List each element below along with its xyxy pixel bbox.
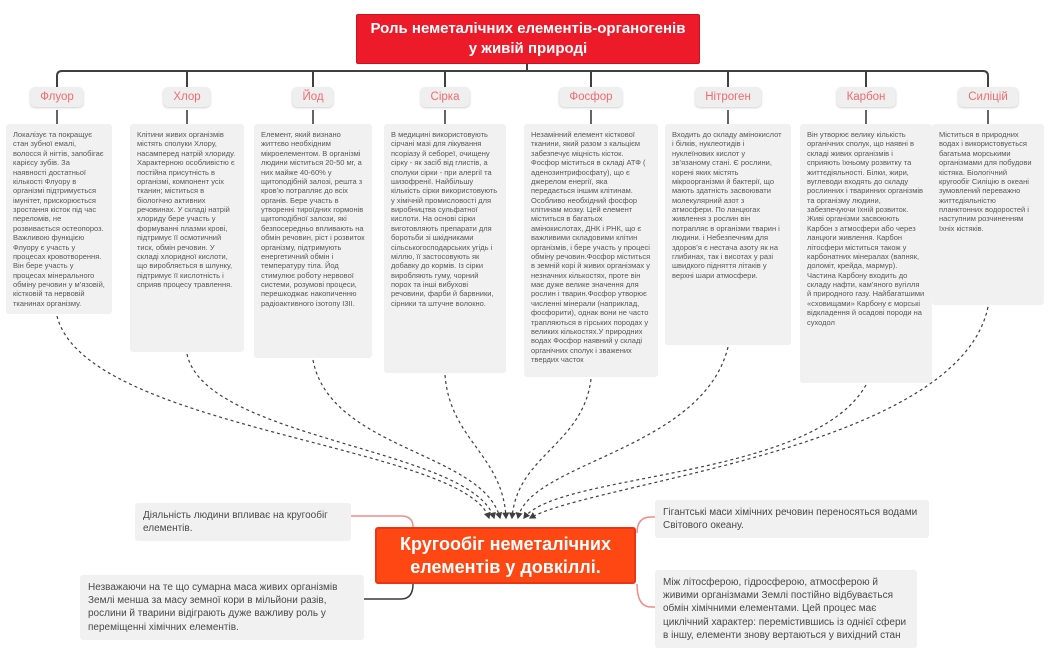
- element-chip-sulfur[interactable]: Сірка: [421, 87, 470, 107]
- note-biomass-role[interactable]: Незважаючи на те що сумарна маса живих організмів Землі менша за масу земної кори в мільйони разів, рослини й тварини відіграють дуже важливу роль у переміщенні хімічних елементів.: [80, 575, 364, 640]
- arrow-iodine: [313, 360, 500, 518]
- element-chip-phosphorus[interactable]: Фосфор: [559, 87, 622, 107]
- element-chip-nitrogen[interactable]: Нітроген: [695, 87, 761, 107]
- element-desc-silicon[interactable]: Міститься в природних водах і використовується багатьма морськими організмами для побудови кістяка. Біологічний кругообіг Силіцію в океані зумовлений переважно життєдіяльністю планктонних водоростей і наступним розчиненням їхніх кістяків.: [932, 124, 1044, 305]
- connector-spheres-exchange: [637, 584, 655, 607]
- central-topic-node[interactable]: [375, 527, 636, 584]
- element-chip-chlorine[interactable]: Хлор: [163, 87, 210, 107]
- element-chip-iodine[interactable]: Йод: [292, 87, 333, 107]
- connector-human-impact: [351, 516, 413, 527]
- element-desc-chlorine[interactable]: Клітини живих організмів містять сполуки Хлору, насамперед натрій хлориду. Характерною особливістю є постійна присутність в організмі, компонент усіх тканин; міститься в біологічно активних речовинах. У складі натрій хлориду бере участь у формуванні плазми крові, підтримує її осмотичний тиск, обмін речовин. У складі хлоридної кислоти, що виробляється в шлунку, підтримує її кислотність і сприяв процесу травлення.: [130, 124, 244, 352]
- chip-stubs: [57, 110, 988, 124]
- tree-connector: [57, 63, 988, 87]
- element-chip-silicon[interactable]: Силіцій: [958, 87, 1018, 107]
- element-desc-nitrogen[interactable]: Входить до складу амінокислот і білків, нуклеотидів і нуклеїнових кислот у зв’язаному стані. Є рослини, корені яких містять мікроорганізми й бактерії, що мають здатність засвоювати молекулярний азот з атмосфери. По ланцюгах живлення з рослин він потрапляє в організми тварин і людини. і Небезпечним для здоров’я є нестача азоту як на глибинах, так і висотах у разі швидкого підняття літаків у верхні шари атмосфери.: [665, 124, 791, 345]
- arrow-chlorine: [187, 354, 494, 518]
- connector-ocean-masses: [637, 517, 655, 533]
- element-desc-phosphorus[interactable]: Незамінний елемент кісткової тканини, який разом з кальцієм забезпечує міцність кісток. Фосфор міститься в складі АТФ ( аденозинтрифосфату), що є джерелом енергії, яка передається іншим клітинам. Особливо необхідний фосфор клітинам мозку. Цей елемент міститься в багатьох амінокислотах, ДНК і РНК, що є важливими складовими клітин організмів, і бере участь у процесі обміну речовин.Фосфор міститься в земній корі й живих організмах у незначних кількостях, проте він має дуже велике значення для рослин і тварин.Фосфор утворює численні мінерали (наприклад, фосфорити), однак вони не часто трапляються в гірських породах у великих кількостях.У природних водах Фосфор наявний у складі органічних сполук і зважених твердих часток: [524, 124, 658, 377]
- note-ocean-masses[interactable]: Гігантські маси хімічних речовин переносяться водами Світового океану.: [655, 500, 929, 538]
- element-desc-carbon[interactable]: Він утворює велику кількість органічних сполук, що наявні в складі живих організмів і сприяють їхньому розвитку та життєдіяльності. Білки, жири, вуглеводи входять до складу рослинних і тваринних організмів та організму людини, забезпечуючи їхній розвиток. Живі організми засвоюють Карбон з атмосфери або через ланцюги живлення. Карбон літосфери міститься також у карбонатних мінералах (вапняк, доломіт, крейда, мармур). Частина Карбону входить до складу нафти, кам’яного вугілля й природного газу. Найбагатшими «сховищами» Карбону є морські відкладення й осадові породи на суходол: [800, 124, 932, 383]
- element-desc-fluorine[interactable]: Локалізує та покращує стан зубної емалі, волосся й нігтів, запобігає карієсу зубів. За наявності достатньої кількості Флуору в організмі підтримується імунітет, прискорюється зростання кісток під час переломів, не розвивається остеопороз. Важливою функцією Флуору є участь у процесах кровотворення. Він бере участь у процесах мінерального обміну речовин у м’язовій, кістковій та нервовій тканинах організму.: [6, 124, 112, 314]
- element-desc-iodine[interactable]: Елемент, який визнано життєво необхідним мікроелементом. В організмі людини міститься 20-50 мг, а них майже 40-60% у щитоподібній залозі, решта з кров’ю потрапляє до всіх органів. Бере участь в утворенні тироїдних гормонів щитоподібної залози, які безпосередньо впливають на обмін речовин, ріст і розвиток організму, підтримують енергетичний обмін і температуру тіла. Йод стимулює роботу нервової системи, розумові процеси, перешкоджає накопиченню радіоактивного ізотопу І3ІІ.: [254, 124, 372, 358]
- element-desc-sulfur[interactable]: В медицині використовують сірчані мазі для лікування псоріазу й себореї, очищену сірку - як засіб від глистів, а сполуки сірки - при алергії та шизофренії. Найбільшу кількість сірки використовують у хімічній промисловості для виробництва сульфатної кислоти. На основі сірки виготовляють препарати для боротьби зі шкідниками сільськогосподарських угідь і міллю, її застосовують як добавку до кормів. Із сірки виробляють гуму, чорний порох та інші вибухові речовини, фарби й барвники, сірники та штучне волокно.: [384, 124, 506, 373]
- main-topic-node[interactable]: [356, 14, 700, 64]
- arrow-carbon: [524, 385, 866, 518]
- main-topic-label: Роль неметалічних елементів-органогенів у живій природі: [370, 19, 686, 57]
- element-chip-carbon[interactable]: Карбон: [837, 87, 896, 107]
- connector-biomass-role: [364, 584, 413, 599]
- element-chip-fluorine[interactable]: Флуор: [30, 87, 83, 107]
- arrow-sulfur: [445, 375, 506, 518]
- note-spheres-exchange[interactable]: Між літосферою, гідросферою, атмосферою й живими організмами Землі постійно відбувається обмін хімічними елементами. Цей процес має циклічний характер: перемістившись із однієї сфери в іншу, елементи знову вертаються у вихідний стан: [655, 570, 917, 648]
- arrow-phosphorus: [512, 379, 591, 518]
- central-topic-label: Кругообіг неметалічних елементів у довкіллі.: [399, 534, 612, 577]
- note-human-impact[interactable]: Діяльність людини впливає на кругообіг елементів.: [135, 503, 351, 541]
